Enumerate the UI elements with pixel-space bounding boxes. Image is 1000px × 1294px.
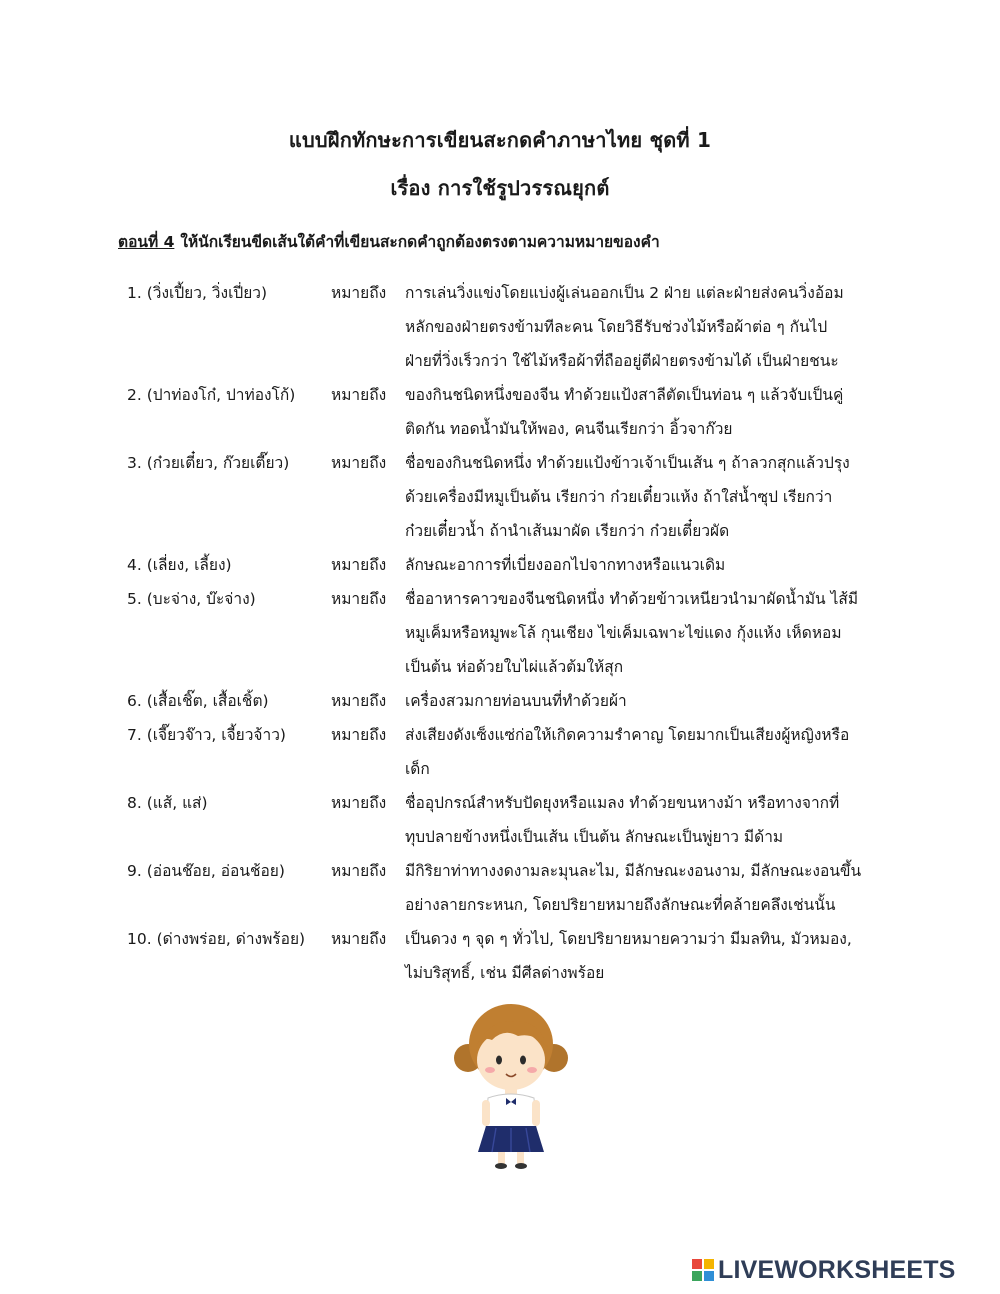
logo-square <box>704 1271 714 1281</box>
definition <box>405 446 887 548</box>
liveworksheets-logo-icon <box>692 1259 714 1281</box>
definition <box>405 548 887 582</box>
word-choice[interactable]: 7. (เจี๊ยวจ๊าว, เจี้ยวจ้าว) <box>127 726 286 744</box>
word-list <box>127 276 887 990</box>
definition-line: ชื่ออุปกรณ์สำหรับปัดยุงหรือแมลง ทำด้วยขนหางม้า หรือทางจากที่ <box>405 794 840 812</box>
means-label: หมายถึง <box>331 930 387 948</box>
logo-square <box>692 1271 702 1281</box>
word-item <box>127 854 887 922</box>
word-item <box>127 684 887 718</box>
definition-line: เป็นดวง ๆ จุด ๆ ทั่วไป, โดยปริยายหมายความว่า มีมลทิน, มัวหมอง, <box>405 930 852 948</box>
word-item <box>127 378 887 446</box>
definition <box>405 582 887 684</box>
word-choice[interactable]: 2. (ปาท่องโก๋, ปาท่องโก้) <box>127 386 296 404</box>
definition-line: ส่งเสียงดังเซ็งแซ่ก่อให้เกิดความรำคาญ โดยมากเป็นเสียงผู้หญิงหรือ <box>405 726 850 744</box>
definition-line: ติดกัน ทอดน้ำมันให้พอง, คนจีนเรียกว่า อิ้วจาก๊วย <box>405 420 733 438</box>
logo-square <box>704 1259 714 1269</box>
definition <box>405 854 887 922</box>
definition-line: เป็นต้น ห่อด้วยใบไผ่แล้วต้มให้สุก <box>405 658 624 676</box>
means-label: หมายถึง <box>331 726 387 744</box>
definition <box>405 276 887 378</box>
word-item <box>127 582 887 684</box>
liveworksheets-logo-text: LIVEWORKSHEETS <box>718 1255 956 1284</box>
means-label: หมายถึง <box>331 862 387 880</box>
instruction-part-label: ตอนที่ 4 <box>118 233 175 251</box>
word-choice[interactable]: 3. (ก๋วยเตี๋ยว, ก๊วยเตี๊ยว) <box>127 454 290 472</box>
definition-line: ก๋วยเตี๋ยวน้ำ ถ้านำเส้นมาผัด เรียกว่า ก๋วยเตี๋ยวผัด <box>405 522 730 540</box>
definition-line: หลักของฝ่ายตรงข้ามทีละคน โดยวิธีรับช่วงไม้หรือผ้าต่อ ๆ กันไป <box>405 318 828 336</box>
word-item <box>127 786 887 854</box>
means-label: หมายถึง <box>331 284 387 302</box>
definition-line: ฝ่ายที่วิ่งเร็วกว่า ใช้ไม้หรือผ้าที่ถืออยู่ตีฝ่ายตรงข้ามได้ เป็นฝ่ายชนะ <box>405 352 839 370</box>
definition-line: ชื่ออาหารคาวของจีนชนิดหนึ่ง ทำด้วยข้าวเหนียวนำมาผัดน้ำมัน ไส้มี <box>405 590 859 608</box>
definition <box>405 786 887 854</box>
definition <box>405 718 887 786</box>
instruction <box>118 229 660 254</box>
student-girl-illustration <box>452 1002 570 1170</box>
definition-line: เครื่องสวมกายท่อนบนที่ทำด้วยผ้า <box>405 692 627 710</box>
word-choice[interactable]: 8. (แส้, แส่) <box>127 794 208 812</box>
worksheet-subtitle: เรื่อง การใช้รูปวรรณยุกต์ <box>390 176 610 200</box>
word-choice[interactable]: 9. (อ่อนช๊อย, อ่อนช้อย) <box>127 862 285 880</box>
worksheet-title: แบบฝึกทักษะการเขียนสะกดคำภาษาไทย ชุดที่ 1 <box>288 128 712 152</box>
definition-line: อย่างลายกระหนก, โดยปริยายหมายถึงลักษณะที่คล้ายคลึงเช่นนั้น <box>405 896 836 914</box>
definition-line: ไม่บริสุทธิ์, เช่น มีศีลด่างพร้อย <box>405 964 605 982</box>
definition-line: ชื่อของกินชนิดหนึ่ง ทำด้วยแป้งข้าวเจ้าเป็นเส้น ๆ ถ้าลวกสุกแล้วปรุง <box>405 454 850 472</box>
means-label: หมายถึง <box>331 590 387 608</box>
means-label: หมายถึง <box>331 794 387 812</box>
instruction-text: ให้นักเรียนขีดเส้นใต้คำที่เขียนสะกดคำถูกต้องตรงตามความหมายของคำ <box>180 233 660 251</box>
word-item <box>127 718 887 786</box>
definition-line: ลักษณะอาการที่เบี่ยงออกไปจากทางหรือแนวเดิม <box>405 556 726 574</box>
word-item <box>127 922 887 990</box>
definition-line: ทุบปลายข้างหนึ่งเป็นเส้น เป็นต้น ลักษณะเป็นพู่ยาว มีด้าม <box>405 828 784 846</box>
definition-line: หมูเค็มหรือหมูพะโล้ กุนเชียง ไข่เค็มเฉพาะไข่แดง กุ้งแห้ง เห็ดหอม <box>405 624 842 642</box>
word-choice[interactable]: 4. (เลี่ยง, เลี้ยง) <box>127 556 232 574</box>
definition-line: ของกินชนิดหนึ่งของจีน ทำด้วยแป้งสาลีตัดเป็นท่อน ๆ แล้วจับเป็นคู่ <box>405 386 844 404</box>
means-label: หมายถึง <box>331 386 387 404</box>
definition-line: มีกิริยาท่าทางงดงามละมุนละไม, มีลักษณะงอนงาม, มีลักษณะงอนขึ้น <box>405 862 862 880</box>
word-choice[interactable]: 1. (วิ่งเปี้ยว, วิ่งเปี่ยว) <box>127 284 268 302</box>
means-label: หมายถึง <box>331 556 387 574</box>
means-label: หมายถึง <box>331 692 387 710</box>
liveworksheets-logo <box>692 1256 956 1284</box>
word-choice[interactable]: 10. (ด่างพร่อย, ด่างพร้อย) <box>127 930 306 948</box>
word-choice[interactable]: 5. (บะจ่าง, บ๊ะจ่าง) <box>127 590 256 608</box>
definition-line: การเล่นวิ่งแข่งโดยแบ่งผู้เล่นออกเป็น 2 ฝ่าย แต่ละฝ่ายส่งคนวิ่งอ้อม <box>405 284 844 302</box>
definition-line: เด็ก <box>405 760 430 778</box>
definition <box>405 922 887 990</box>
word-item <box>127 548 887 582</box>
definition <box>405 378 887 446</box>
word-item <box>127 276 887 378</box>
word-item <box>127 446 887 548</box>
word-choice[interactable]: 6. (เสื้อเชิ๊ต, เสื้อเชิ้ต) <box>127 692 269 710</box>
definition <box>405 684 887 718</box>
means-label: หมายถึง <box>331 454 387 472</box>
logo-square <box>692 1259 702 1269</box>
definition-line: ด้วยเครื่องมีหมูเป็นต้น เรียกว่า ก๋วยเตี๋ยวแห้ง ถ้าใส่น้ำซุป เรียกว่า <box>405 488 833 506</box>
